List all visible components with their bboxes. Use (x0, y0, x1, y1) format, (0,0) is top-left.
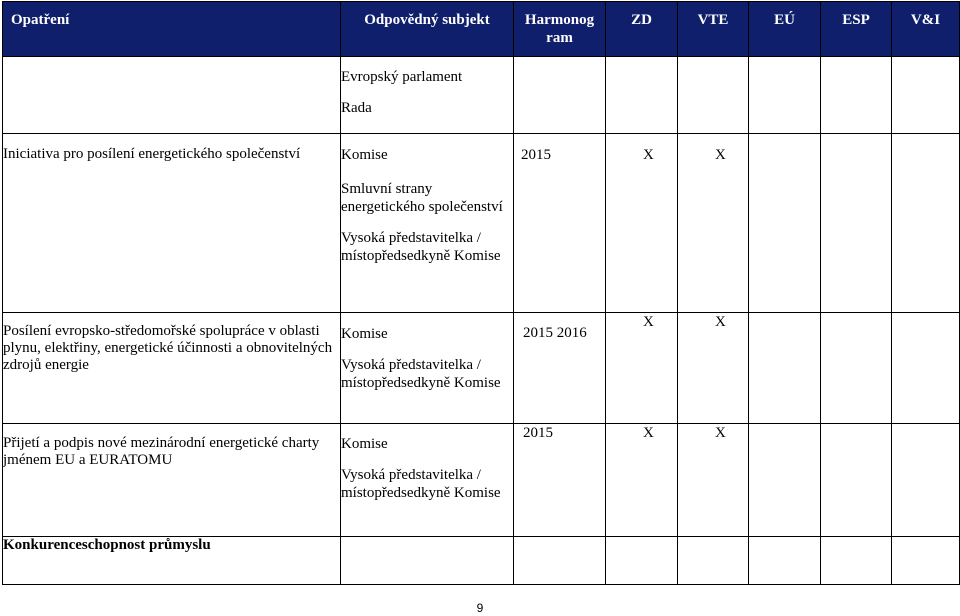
cell-zd (606, 57, 678, 134)
measures-table (2, 1, 960, 585)
subject-line: Vysoká představitelka / místopředsedkyně Komise (341, 230, 501, 264)
cell-vte: X (678, 313, 749, 424)
subject-line: Vysoká představitelka / místopředsedkyně Komise (341, 357, 501, 391)
cell-opatreni: Posílení evropsko-středomořské spolupráce v oblasti plynu, elektřiny, energetické účinnosti a obnovitelných zdrojů energie (3, 313, 341, 424)
cell-zd: X (606, 424, 678, 537)
cell-esp (821, 134, 892, 313)
subject-line: Rada (341, 100, 372, 116)
cell-vi (892, 424, 960, 537)
cell-harmonogram: 2015 2016 (514, 313, 606, 424)
cell-vte (678, 57, 749, 134)
cell-zd: X (606, 313, 678, 424)
cell-harmonogram: 2015 (514, 424, 606, 537)
subject-line: Komise (341, 147, 388, 163)
cell-eu (749, 424, 821, 537)
cell-esp (821, 57, 892, 134)
section-row (3, 537, 960, 585)
cell-vte: X (678, 134, 749, 313)
cell-vi (892, 313, 960, 424)
cell-eu (749, 537, 821, 585)
page-number: 9 (476, 601, 484, 615)
table-row (3, 313, 960, 424)
header-row (3, 2, 960, 57)
header-subjekt: Odpovědný subjekt (341, 2, 514, 57)
cell-vi (892, 134, 960, 313)
cell-eu (749, 134, 821, 313)
header-harmonogram: Harmonog ram (514, 2, 606, 57)
cell-eu (749, 313, 821, 424)
header-zd: ZD (606, 2, 678, 57)
header-esp: ESP (821, 2, 892, 57)
header-vi: V&I (892, 2, 960, 57)
cell-harmonogram (514, 57, 606, 134)
cell-harmonogram: 2015 (514, 134, 606, 313)
subject-line: Komise (341, 436, 388, 452)
table-row (3, 134, 960, 313)
cell-vi (892, 537, 960, 585)
header-vte: VTE (678, 2, 749, 57)
cell-opatreni: Přijetí a podpis nové mezinárodní energetické charty jménem EU a EURATOMU (3, 424, 341, 537)
cell-vte: X (678, 424, 749, 537)
cell-vi (892, 57, 960, 134)
cell-opatreni (3, 57, 341, 134)
cell-esp (821, 313, 892, 424)
table-row (3, 424, 960, 537)
header-eu: EÚ (749, 2, 821, 57)
cell-subjekt (341, 537, 514, 585)
cell-eu (749, 57, 821, 134)
cell-subjekt (341, 424, 514, 537)
cell-subjekt (341, 134, 514, 313)
cell-subjekt (341, 313, 514, 424)
cell-opatreni: Iniciativa pro posílení energetického společenství (3, 134, 341, 313)
subject-line: Evropský parlament (341, 69, 463, 85)
section-label: Konkurenceschopnost průmyslu (3, 537, 341, 585)
cell-esp (821, 424, 892, 537)
cell-zd (606, 537, 678, 585)
subject-line: Smluvní strany energetického společenství (341, 181, 503, 215)
cell-subjekt (341, 57, 514, 134)
subject-line: Vysoká představitelka / místopředsedkyně Komise (341, 467, 501, 501)
cell-zd: X (606, 134, 678, 313)
cell-harmonogram (514, 537, 606, 585)
header-opatreni: Opatření (3, 2, 341, 57)
subject-line: Komise (341, 326, 388, 342)
cell-esp (821, 537, 892, 585)
cell-vte (678, 537, 749, 585)
table-row (3, 57, 960, 134)
